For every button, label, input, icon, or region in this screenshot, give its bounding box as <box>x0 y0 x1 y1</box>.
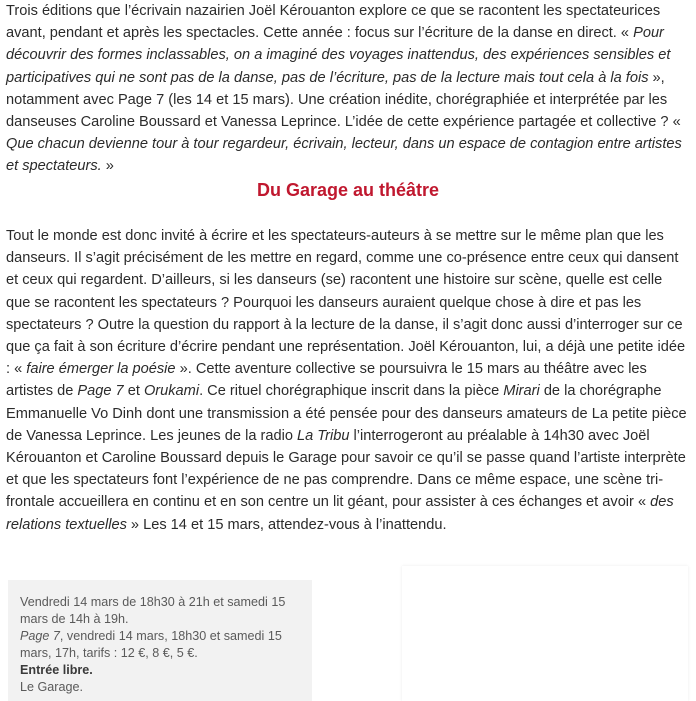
event-venue: Le Garage. <box>20 680 84 694</box>
event-page7-title: Page 7 <box>20 629 60 643</box>
emphasized-text: Page 7 <box>77 383 124 400</box>
emphasized-text: Mirari <box>503 383 540 400</box>
text-run: . Ce rituel chorégraphique inscrit dans la pièce <box>199 383 504 400</box>
emphasized-text: faire émerger la poésie <box>26 361 176 378</box>
article-paragraph-1 <box>6 0 690 178</box>
text-run: Trois éditions que l’écrivain nazairien Joël Kérouanton explore ce que se racontent les spectateurices avant, pendant et après les spectacles. Cette année : focus sur l’écriture de la danse en direct. « <box>6 3 661 42</box>
emphasized-text: des relations textuelles <box>6 494 674 533</box>
article-paragraph-2 <box>6 225 690 536</box>
text-run: », notamment avec Page 7 (les 14 et 15 mars). Une création inédite, chorégraphiée et interprétée par les danseuses Caroline Boussard et Vanessa Leprince. L’idée de cette expérience partagée et collective ? « <box>6 69 681 131</box>
text-run: l’interrogeront au préalable à 14h30 avec Joël Kérouanton et Caroline Boussard depuis le Garage pour savoir ce qu’il se passe quand l’artiste interprète et que les spectateurs font l’expérience de ne pas comprendre. Dans ce même espace, une scène tri-frontale accueillera en continu et en son centre un lit géant, pour assister à ces échanges et avoir « <box>6 427 686 511</box>
event-info-box <box>8 580 312 701</box>
text-run: Tout le monde est donc invité à écrire et les spectateurs-auteurs à se mettre sur le même plan que les danseurs. Il s’agit précisément de les mettre en regard, comme une co-présence entre ceux qui dansent et ceux qui regardent. D’ailleurs, si les danseurs (se) racontent une histoire sur scène, quelle est celle que se racontent les spectateurs ? Pourquoi les danseurs auraient quelque chose à dire et pas les spectateurs ? Outre la question du rapport à la lecture de la danse, il s’agit donc aussi d’interroger sur ce que ça fait à son écriture d’écrire pendant une représentation. Joël Kérouanton, lui, a déjà une petite idée : « <box>6 228 686 378</box>
text-run: de la chorégraphe Emmanuelle Vo Dinh dont une transmission a été pensée pour des danseurs amateurs de La petite pièce de Vanessa Leprince. Les jeunes de la radio <box>6 383 687 444</box>
text-run: ». Cette aventure collective se poursuivra le 15 mars au théâtre avec les artistes de <box>6 361 647 400</box>
text-run: » Les 14 et 15 mars, attendez-vous à l’inattendu. <box>126 516 447 533</box>
emphasized-text: Que chacun devienne tour à tour regardeur, écrivain, lecteur, dans un espace de contagion entre artistes et spectateurs. <box>6 136 682 175</box>
emphasized-text: Pour découvrir des formes inclassables, on a imaginé des voyages inattendus, des expériences sensibles et participatives qui ne sont pas de la danse, pas de l’écriture, pas de la lecture mais tout cela à la fois <box>6 25 671 86</box>
section-subheading: Du Garage au théâtre <box>256 180 440 200</box>
event-entry: Entrée libre. <box>20 663 93 677</box>
event-dates: Vendredi 14 mars de 18h30 à 21h et samedi 15 mars de 14h à 19h. <box>20 595 286 626</box>
emphasized-text: La Tribu <box>297 427 350 444</box>
event-page7-info <box>20 628 302 662</box>
text-run: » <box>101 158 114 175</box>
ad-placeholder <box>402 566 688 701</box>
text-run: et <box>123 383 144 400</box>
event-page7-details: , vendredi 14 mars, 18h30 et samedi 15 mars, 17h, tarifs : 12 €, 8 €, 5 €. <box>20 629 282 660</box>
emphasized-text: Orukami <box>143 383 200 400</box>
